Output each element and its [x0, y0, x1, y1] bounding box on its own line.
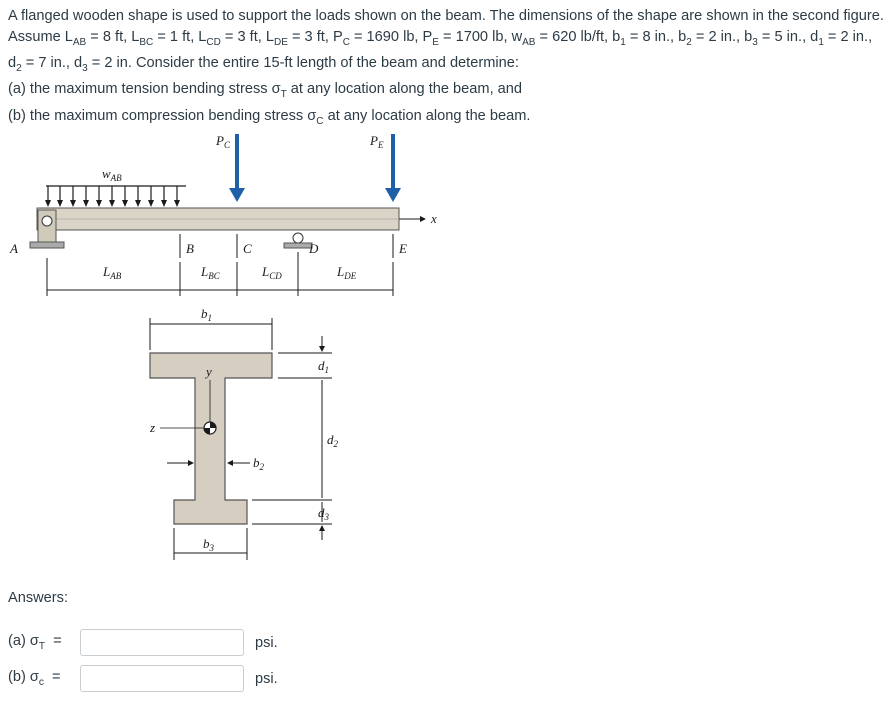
problem-part-b: (b) the maximum compression bending stress $\sigma_C$ at any location along the beam.: [8, 107, 531, 127]
answer-row-b: [8, 665, 278, 692]
lcd-label: $L_{CD}$: [262, 264, 282, 281]
lab-label: $L_{AB}$: [103, 264, 122, 281]
answer-row-a: [8, 629, 278, 656]
roller-support-d: [284, 233, 312, 248]
d3-label: $d_3$: [318, 505, 329, 522]
pe-label: $P_E$: [370, 133, 384, 150]
answer-a-unit: psi.: [255, 634, 278, 651]
problem-given: Assume $L_{AB} = 8$ ft, $L_{BC} = 1$ ft, $L_{CD} = 3$ ft, $L_{DE} = 3$ ft, $P_C = 1690$ lb, $P_E = 1700$ lb, $w_{AB} = 620$ lb/ft, $b_1 = 8$ in., $b_2 = 2$ in., $b_3 = 5$ in., $d_1 = 2$ in., $d_2 = 7$ in., $d_3 = 2$ in. Consider the entire 15-ft length of the beam and determine:: [8, 28, 873, 74]
problem-intro: A flanged wooden shape is used to support the loads shown on the beam. The dimensions of the shape are shown in the second figure.: [8, 8, 884, 24]
label-b: B: [186, 241, 194, 256]
label-d: D: [309, 241, 319, 256]
answer-a-label: (a) $\sigma_T$ =: [8, 633, 62, 652]
problem-part-a: (a) the maximum tension bending stress $\sigma_T$ at any location along the beam, and: [8, 81, 523, 101]
z-axis-label: z: [150, 420, 156, 435]
pc-label: $P_C$: [216, 133, 230, 150]
y-axis-label: y: [206, 364, 212, 379]
wab-label: $w_{AB}$: [102, 166, 122, 183]
distributed-load-wab: [45, 166, 186, 207]
d2-label: $d_2$: [327, 432, 338, 449]
load-pe: [369, 133, 401, 202]
load-pc: [215, 133, 245, 202]
label-a: A: [10, 241, 18, 256]
x-axis-label: x: [431, 211, 437, 226]
label-c: C: [243, 241, 252, 256]
d1-label: $d_1$: [318, 358, 329, 375]
answer-b-label: (b) $\sigma_c$ =: [8, 669, 61, 688]
b1-label: $b_1$: [201, 306, 212, 323]
label-e: E: [399, 241, 407, 256]
b3-label: $b_3$: [203, 536, 214, 553]
b2-label: $b_2$: [253, 455, 264, 472]
answers-heading: Answers:: [8, 590, 69, 606]
lbc-label: $L_{BC}$: [201, 264, 220, 281]
answer-a-input[interactable]: [80, 629, 244, 656]
answer-b-unit: psi.: [255, 670, 278, 687]
lde-label: $L_{DE}$: [337, 264, 357, 281]
answer-b-input[interactable]: [80, 665, 244, 692]
